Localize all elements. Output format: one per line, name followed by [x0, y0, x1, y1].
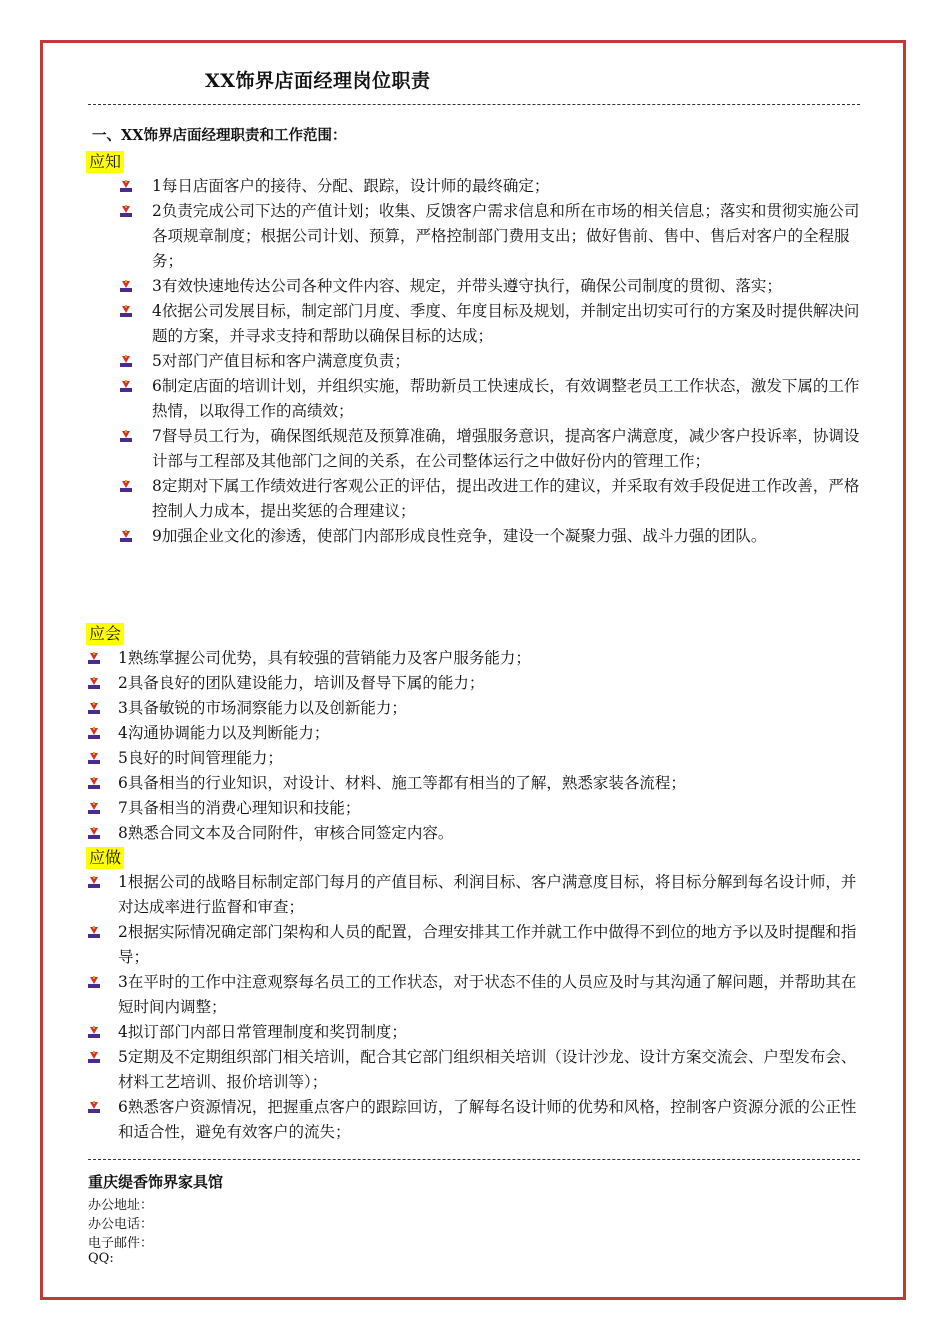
list-item-text: 2具备良好的团队建设能力，培训及督导下属的能力； — [118, 674, 485, 692]
arrow-bullet-icon — [88, 777, 100, 790]
tag-do: 应做 — [86, 847, 124, 869]
do-list — [118, 870, 866, 1145]
list-item — [152, 474, 864, 524]
arrow-bullet-icon — [120, 480, 132, 493]
can-list — [118, 646, 866, 846]
list-item-text: 3有效快速地传达公司各种文件内容、规定，并带头遵守执行，确保公司制度的贯彻、落实； — [152, 277, 782, 295]
list-item-text: 4依据公司发展目标，制定部门月度、季度、年度目标及规划，并制定出切实可行的方案及时提供解决问题的方案，并寻求支持和帮助以确保目标的达成； — [152, 302, 860, 345]
office-phone-label: 办公电话： — [88, 1217, 154, 1232]
list-item-text: 6制定店面的培训计划，并组织实施，帮助新员工快速成长，有效调整老员工工作状态，激发下属的工作热情，以取得工作的高绩效； — [152, 377, 860, 420]
list-item — [152, 274, 864, 299]
arrow-bullet-icon — [88, 727, 100, 740]
list-item-text: 4拟订部门内部日常管理制度和奖罚制度； — [118, 1023, 407, 1041]
list-item-text: 2负责完成公司下达的产值计划；收集、反馈客户需求信息和所在市场的相关信息；落实和贯彻实施公司各项规章制度；根据公司计划、预算，严格控制部门费用支出；做好售前、售中、售后对客户的全程服务； — [152, 202, 860, 270]
tag-know: 应知 — [86, 151, 124, 173]
arrow-bullet-icon — [120, 430, 132, 443]
arrow-bullet-icon — [120, 380, 132, 393]
list-item-text: 1每日店面客户的接待、分配、跟踪，设计师的最终确定； — [152, 177, 550, 195]
list-item — [118, 671, 866, 696]
arrow-bullet-icon — [120, 305, 132, 318]
list-item — [118, 821, 866, 846]
arrow-bullet-icon — [88, 1026, 100, 1039]
arrow-bullet-icon — [88, 752, 100, 765]
list-item — [118, 1045, 866, 1095]
arrow-bullet-icon — [88, 926, 100, 939]
list-item — [152, 199, 864, 274]
qq-label: QQ: — [88, 1251, 114, 1266]
list-item — [152, 299, 864, 349]
list-item-text: 3具备敏锐的市场洞察能力以及创新能力； — [118, 699, 407, 717]
list-item — [118, 796, 866, 821]
list-item — [152, 524, 864, 549]
document-title: XX饰界店面经理岗位职责 — [205, 70, 431, 92]
arrow-bullet-icon — [88, 702, 100, 715]
list-item-text: 5良好的时间管理能力； — [118, 749, 283, 767]
arrow-bullet-icon — [88, 1101, 100, 1114]
list-item-text: 5对部门产值目标和客户满意度负责； — [152, 352, 410, 370]
list-item — [118, 970, 866, 1020]
section-heading: 一、XX饰界店面经理职责和工作范围： — [92, 127, 347, 144]
arrow-bullet-icon — [88, 876, 100, 889]
arrow-bullet-icon — [120, 280, 132, 293]
email-label: 电子邮件： — [88, 1236, 154, 1251]
company-name: 重庆缇香饰界家具馆 — [88, 1173, 224, 1191]
arrow-bullet-icon — [120, 530, 132, 543]
list-item — [118, 721, 866, 746]
list-item — [118, 870, 866, 920]
tag-can: 应会 — [86, 623, 124, 645]
list-item-text: 8定期对下属工作绩效进行客观公正的评估，提出改进工作的建议，并采取有效手段促进工作改善，严格控制人力成本，提出奖惩的合理建议； — [152, 477, 860, 520]
office-address-label: 办公地址： — [88, 1198, 154, 1213]
arrow-bullet-icon — [88, 677, 100, 690]
know-list — [152, 174, 864, 549]
list-item-text: 8熟悉合同文本及合同附件，审核合同签定内容。 — [118, 824, 454, 842]
list-item — [152, 174, 864, 199]
arrow-bullet-icon — [88, 652, 100, 665]
list-item-text: 7具备相当的消费心理知识和技能； — [118, 799, 361, 817]
list-item — [152, 349, 864, 374]
list-item — [152, 424, 864, 474]
list-item — [118, 696, 866, 721]
list-item-text: 3在平时的工作中注意观察每名员工的工作状态，对于状态不佳的人员应及时与其沟通了解问题，并帮助其在短时间内调整； — [118, 973, 857, 1016]
divider-bottom — [88, 1159, 860, 1160]
list-item-text: 4沟通协调能力以及判断能力； — [118, 724, 330, 742]
arrow-bullet-icon — [120, 355, 132, 368]
arrow-bullet-icon — [88, 976, 100, 989]
list-item — [118, 1020, 866, 1045]
list-item — [118, 746, 866, 771]
divider-top — [88, 104, 860, 105]
list-item-text: 5定期及不定期组织部门相关培训，配合其它部门组织相关培训（设计沙龙、设计方案交流会、户型发布会、材料工艺培训、报价培训等）； — [118, 1048, 857, 1091]
list-item-text: 2根据实际情况确定部门架构和人员的配置，合理安排其工作并就工作中做得不到位的地方予以及时提醒和指导； — [118, 923, 857, 966]
list-item — [118, 646, 866, 671]
arrow-bullet-icon — [120, 180, 132, 193]
list-item — [118, 1095, 866, 1145]
list-item — [118, 920, 866, 970]
list-item-text: 7督导员工行为，确保图纸规范及预算准确，增强服务意识，提高客户满意度，减少客户投诉率，协调设计部与工程部及其他部门之间的关系，在公司整体运行之中做好份内的管理工作； — [152, 427, 860, 470]
arrow-bullet-icon — [88, 802, 100, 815]
list-item-text: 1根据公司的战略目标制定部门每月的产值目标、利润目标、客户满意度目标，将目标分解到每名设计师，并对达成率进行监督和审查； — [118, 873, 857, 916]
list-item-text: 9加强企业文化的渗透，使部门内部形成良性竞争，建设一个凝聚力强、战斗力强的团队。 — [152, 527, 767, 545]
list-item — [118, 771, 866, 796]
list-item-text: 6熟悉客户资源情况，把握重点客户的跟踪回访，了解每名设计师的优势和风格，控制客户资源分派的公正性和适合性，避免有效客户的流失； — [118, 1098, 857, 1141]
arrow-bullet-icon — [120, 205, 132, 218]
arrow-bullet-icon — [88, 827, 100, 840]
arrow-bullet-icon — [88, 1051, 100, 1064]
list-item-text: 1熟练掌握公司优势，具有较强的营销能力及客户服务能力； — [118, 649, 531, 667]
list-item — [152, 374, 864, 424]
list-item-text: 6具备相当的行业知识，对设计、材料、施工等都有相当的了解，熟悉家装各流程； — [118, 774, 686, 792]
